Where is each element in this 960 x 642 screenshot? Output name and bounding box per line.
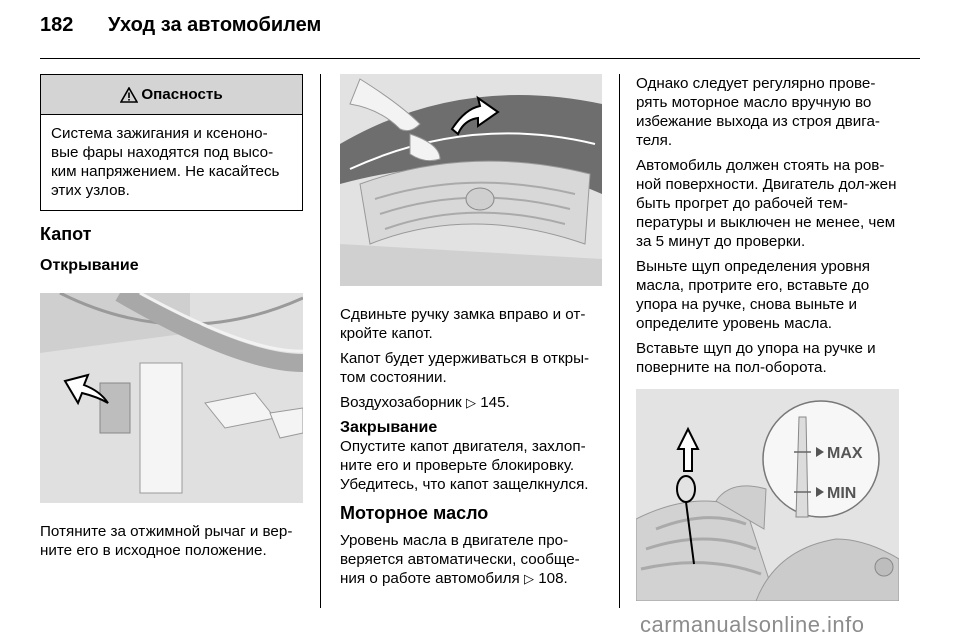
column-divider [619, 74, 620, 608]
page-header [40, 14, 321, 44]
oil-dipstick-figure [636, 389, 899, 601]
warning-text: Система зажигания и ксеноно-вые фары находятся под высо-ким напряжением. Не касайтесь этих узлов. [51, 125, 280, 199]
opening-subheading: Открывание [40, 257, 139, 274]
closing-subheading: Закрывание [340, 419, 438, 436]
oil-auto-check-text: Уровень масла в двигателе про-веряется автоматически, сообще-ния о работе автомобиля ▷ 108. [340, 532, 580, 587]
closing-text: Опустите капот двигателя, захлоп-ните его и проверьте блокировку. Убедитесь, что капот защелкнулся. [340, 438, 589, 493]
section-title: Уход за автомобилем [108, 14, 322, 36]
column-left [40, 74, 303, 566]
air-intake-text [340, 393, 602, 413]
oil-dipstick-text: Выньте щуп определения уровня масла, протрите его, вставьте до упора на ручке, снова выньте и определите уровень масла. [636, 258, 870, 332]
warning-box [40, 74, 303, 211]
max-label: MAX [827, 445, 863, 462]
column-right [636, 74, 902, 601]
slide-latch-text: Сдвиньте ручку замка вправо и от-кройте капот. [340, 306, 586, 342]
air-intake-page-ref[interactable]: 145. [480, 394, 510, 411]
header-rule [40, 58, 920, 59]
page-number: 182 [40, 14, 74, 36]
warning-icon [120, 87, 138, 103]
oil-level-ground-text: Автомобиль должен стоять на ров-ной поверхности. Двигатель дол-жен быть прогрет до рабочей тем-пературы и выключен не менее, чем за 5 минут до проверки. [636, 157, 897, 250]
oil-auto-page-ref[interactable]: 108. [538, 570, 568, 587]
oil-regular-check-text: Однако следует регулярно прове-рять моторное масло вручную во избежание выхода из строя двига-теля. [636, 75, 880, 149]
page-ref-arrow-icon: ▷ [523, 572, 534, 587]
hood-held-text: Капот будет удерживаться в откры-том состоянии. [340, 350, 590, 386]
pull-lever-text: Потяните за отжимной рычаг и вер-ните его в исходное положение. [40, 523, 293, 559]
air-intake-label: Воздухозаборник [340, 394, 462, 411]
page-ref-arrow-icon: ▷ [465, 396, 476, 411]
hood-release-lever-figure [40, 293, 303, 503]
hood-latch-figure [340, 74, 602, 286]
column-middle [340, 74, 602, 595]
oil-insert-text: Вставьте щуп до упора на ручке и поверните на пол-оборота. [636, 340, 876, 376]
min-label: MIN [827, 485, 857, 502]
hood-heading: Капот [40, 224, 92, 244]
warning-title: Опасность [141, 86, 223, 103]
watermark: carmanualsonline.info [640, 612, 865, 637]
column-divider [320, 74, 321, 608]
warning-header [41, 75, 302, 115]
engine-oil-heading: Моторное масло [340, 503, 489, 523]
